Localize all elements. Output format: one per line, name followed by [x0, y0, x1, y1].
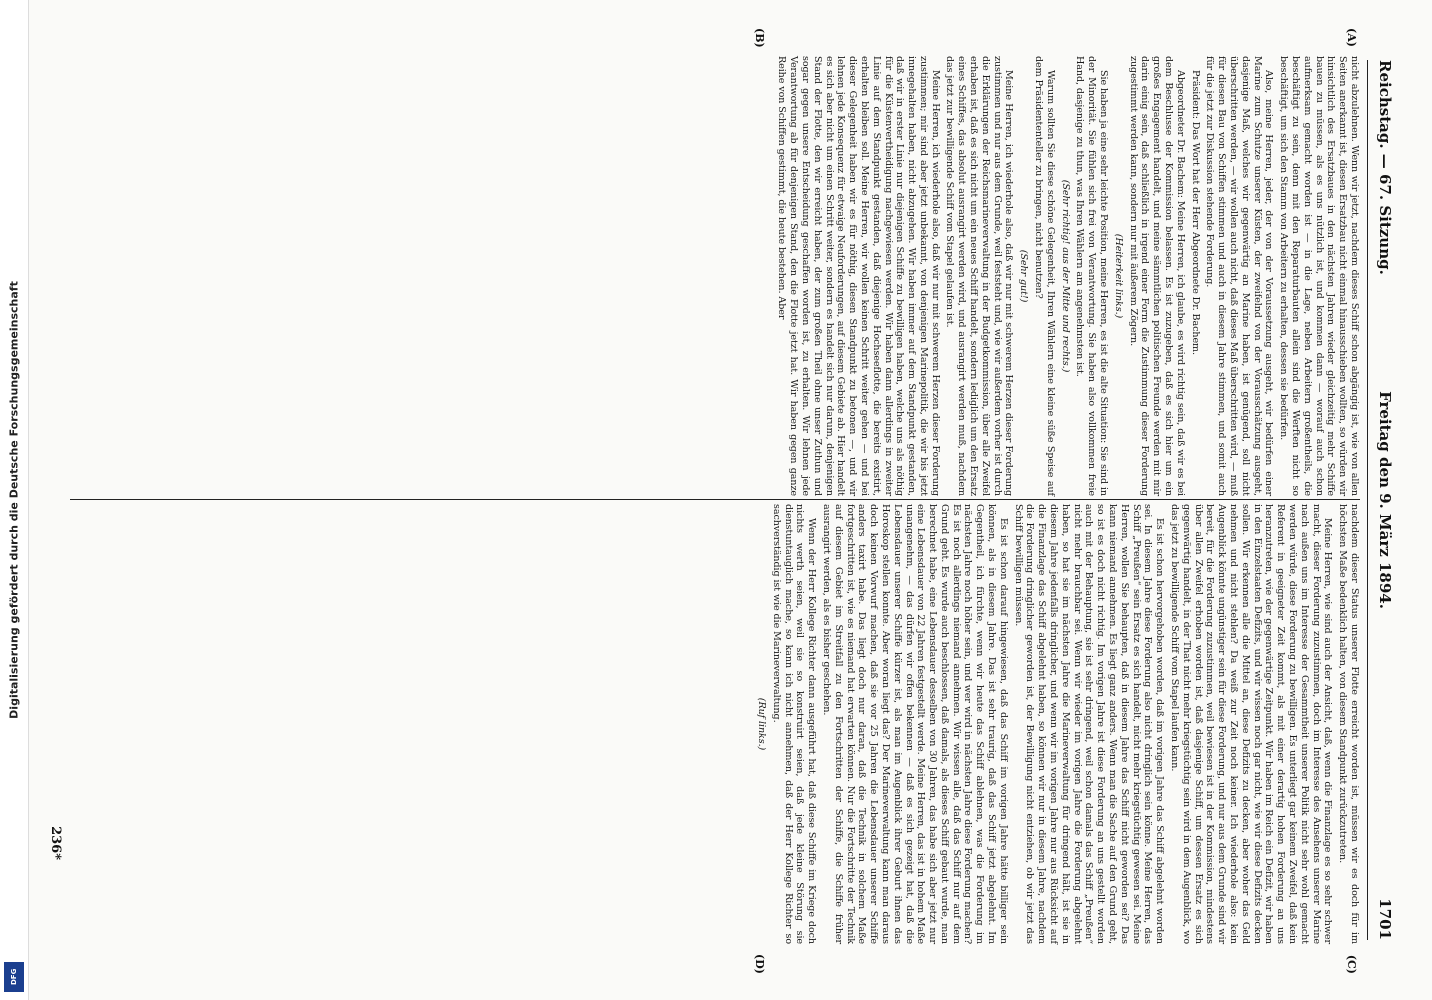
- paragraph: Es ist schon darauf hingewiesen, daß das Schiff im vorigen Jahre hätte billiger sein können, als in diesem Jahre. Das ist sehr traurig, daß das Schiff jetzt abgelehnt. Im Gegentheil, ich fürchte, wenn wir heute das Schiff ablehnen, was die Forderung im nächsten Jahre noch höher sein, und wer wird in nächsten Jahre diese Forderung machen? Es ist noch allerdings niemand annehmen. Wir wissen alle, daß das Schiff nur auf dem Grund geht. Es wurde auch beschlossen, daß damals, als dieses Schiff gebaut wurde, man berechnet habe, eine Lebensdauer desselben von 30 Jahren, das habe sich aber jetzt nur eine Lebensdauer von 22 Jahren festgestellt werde. Meine Herren, das ist in hohem Maße unangenehm, — das dürfen wir offen bekennen — daß es sich gezeigt hat, daß die Lebensdauer unserer Schiffe kürzer ist, als man im Augenblick ihrer Geburt ihnen das Horoskop stellen konnte. Aber woran liegt das? Der Marineverwaltung kann man daraus doch keinen Vorwurf machen, daß sie vor 25 Jahren die Lebensdauer unserer Schiffe anders taxirt habe. Das liegt doch nur daran, daß die Technik in solchem Maße fortgeschritten ist, wie es niemand hat erwarten können. Nur die Fortschritte der Technik auf diesem Gebiet im Streitfall zu den Fortschritten der Schiffe, die Schiffe früher ausrangirt werden, als es bisher geschehen.: [820, 504, 1009, 944]
- interjection: (Sehr gut!): [1018, 249, 1030, 303]
- header-date: Freitag den 9. März 1894.: [1376, 391, 1394, 609]
- interjection: (Heiterkeit links.): [1112, 233, 1124, 319]
- sheet-signature: 236*: [48, 826, 63, 860]
- paragraph: Abgeordneter Dr. Bachem: Meine Herren, ich glaube, es wird richtig sein, daß wir es bei dem Beschlusse der Kommission belassen. Es ist zuzugeben, daß es sich hier um ein großes Engagement handelt, und meine sämmtlichen politischen Freunde werden mit mir darin einig sein, daß schließlich in irgend einer Form die Zustimmung dieser Forderung zugestimmt werden kann, sondern nur mit äußerem Zögern.: [1127, 56, 1186, 496]
- speaker-paragraph: Präsident: Das Wort hat der Herr Abgeordnete Dr. Bachem.: [1189, 70, 1201, 355]
- interjection: (Sehr richtig! aus der Mitte und rechts.): [1059, 179, 1071, 373]
- digitization-sidebar: [0, 0, 29, 1000]
- header-rule: [1367, 60, 1368, 940]
- margin-marker-b: (B): [753, 28, 766, 48]
- paragraph: Meine Herren, ich wiederhole also, daß wir nur mit schwerem Herzen dieser Forderung zustimmen; mir sind aber jetzt unbekannt, von denjenigen Marinepolitik, die wir bis jetzt innegehalten haben, nicht abzugehen. Wir haben immer auf dem Standpunkt gestanden, daß wir in erster Linie nur diejenigen Schiffe zu bewilligen haben, welche uns als nöthig für die Küstenvertheidigung nachgewiesen werden. Wir haben dann allerdings in zweiter Linie auf dem Standpunkt gestanden, daß diejenige Hochseeflotte, die bereits existirt, erhalten bleiben soll. Meine Herren, wir wollen keinen Schritt weiter gehen — und bei dieser Gelegenheit haben wir es für nöthig, diesen Standpunkt zu betonen —, und wir lehnen jede Konsequenz für etwaige Neuforderungen, auf diesem Gebiete ab. Hier handelt es sich aber nicht um einen Schritt weiter, sondern es handelt sich nur darum, denjenigen Stand der Flotte, den wir erreicht haben, der zum großen Theil ohne unser Zuthun und sogar gegen unsere Entscheidung geschaffen worden ist, zu erhalten. Wir lehnen jede Verantwortung ab für denjenigen Stand, den die Flotte jetzt hat. Wir haben gegen ganze Reihe von Schiffen gestimmt, die heute bestehen. Aber: [776, 56, 941, 496]
- left-column: [70, 56, 1360, 496]
- paragraph: nachdem dieser Status unserer Flotte erreicht worden ist, müssen wir es doch für im höchsten Maße bedenklich halten, von diesem Standpunkt zurückzutreten.: [1337, 504, 1360, 944]
- paragraph: Also, meine Herren, jeder, der von der Voraussetzung ausgeht, wir bedürfen einer Marine zum Schutze unserer Küsten, der zweifelnd von der Vorausschätzung ausgeht, dasjenige Maß, welches wir gegenwärtig an Marine haben, ist genügend, soll nicht überschritten werden, — wir wollen auch nicht, daß dieses Maß überschritten wird, — muß für diesen Bau von Schiffen stimmen und auch in diesem Jahre stimmen, und somit auch für die jetzt zur Diskussion stehende Forderung.: [1204, 56, 1275, 496]
- paragraph: nicht abzulehnen. Wenn wir jetzt, nachdem dieses Schiff schon abgängig ist, wie von allen Seiten anerkannt ist, diesen Ersatzbau nicht einmal hinausschieben wollten, so würden wir hinsichtlich des Ersatzbaues in den nächsten Jahren wieder gleichzeitig mehr Schiffe bauen zu müssen, als es uns nützlich ist, und kommen dann — worauf auch schon aufmerksam gemacht worden ist — in die Lage, neben Arbeitern großentheils, die beschäftigt zu sein, denn mit den Reparaturbauten allein sind die Werften nicht so beschäftigt, um sich den Stamm von Arbeitern zu erhalten, dessen sie bedürfen.: [1278, 56, 1360, 496]
- column-divider: [70, 499, 1360, 500]
- right-column: [70, 504, 1360, 944]
- page-header: [1370, 60, 1394, 940]
- paragraph: Meine Herren, ich wiederhole also, daß wir nur mit schwerem Herzen dieser Forderung zustimmen und nur aus dem Grunde, weil feststeht und, wie wir außerdem vorher ist durch die Erklärungen der Reichsmarineverwaltung in der Budgetkommission, über alle Zweifel erhaben ist, daß es sich nicht um ein neues Schiff handelt, sondern lediglich um den Ersatz eines Schiffes, das absolut ausrangirt werden wird, und ausrangirt werden muß, nachdem das jetzt zur bewilligende Schiff vom Stapel gelaufen ist.: [944, 56, 1015, 496]
- margin-marker-d: (D): [753, 954, 766, 974]
- digitization-credit: Digitalisierung gefördert durch die Deutsche Forschungsgemeinschaft: [7, 281, 21, 719]
- rotated-page-content: [26, 20, 1406, 980]
- paragraph: Meine Herren, wie sind auch der Ansicht, daß, wenn die Finanzlage es so sehr schwer macht, dieser Forderung zuzustimmen, doch im Interesse des Ansehens unserer Marine nach außen uns im Interesse der Gesammtheit unserer Politik nicht sehr wohl gemacht werden würde, diese Forderung zu bewilligen. Es unterliegt gar keinem Zweifel, daß kein Referent in geeigneter Zeit kommt, als mit einer derartig hohen Forderung an uns heranzutreten, wie der gegenwärtige Zeitpunkt. Wir haben im Reich ein Defizit, wir haben in den Einzelstaaten Defizits, und wir wissen noch gar nicht, wie wir diese Defizits decken sollen. Wir erkennen alle die Mittel an, diese Defizits zu decken, aber woher das Geld nehmen und nicht stehlen? Da weiß zur Zeit noch keiner. Ich wiederhole also: kein Augenblick könnte ungünstiger sein für diese Forderung, und nur aus dem Grunde sind wir bereit, für die Forderung zuzustimmen, weil bewiesen ist in der Kommission, mindestens über allen Zweifel erhoben worden ist, daß dasjenige Schiff, um dessen Ersatz es sich gegenwärtig handelt, in der That nicht mehr kriegstüchtig sein wird in dem Augenblick, wo das jetzt zu bewilligende Schiff vom Stapel laufen kann.: [1169, 504, 1334, 944]
- paragraph: Es ist schon hervorgehoben worden, daß im vorigen Jahre das Schiff abgelehnt worden sei. In diesem Jahre diese Forderung also nicht dringlich sein könne. Meine Herren, das Schiff „Preußen“ sein Ersatz es sich handelt, nicht mehr kriegstüchtig gewesen sei. Meine Herren, wollen Sie behaupten, daß in diesem Jahre das Schiff nicht geworden sei? Das kann niemand annehmen. Es liegt ganz anders. Wenn man die Sache auf den Grund geht, so ist es doch nicht richtig. Im vorigen Jahre ist diese Forderung an uns gestellt worden auch mit der Behauptung, sie ist sehr dringend, weil schon damals das Schiff „Preußen“ nicht mehr brauchbar sei. Wenn wir wieder im vorigen Jahre die Forderung abgelehnt haben, so hat sie im nächsten Jahre die Marineverwaltung für dringend hält, ist sie in diesem Jahre jedenfalls dringlicher, und wenn wir im vorigen Jahre nur aus Rücksicht auf die Finanzlage das Schiff abgelehnt haben, so können wir nur in diesem Jahre, nachdem die Forderung dringlicher geworden ist, der Bewilligung nicht entziehen, ob wir jetzt das Schiff bewilligen müssen.: [1012, 504, 1166, 944]
- paragraph: Warum sollten Sie diese schöne Gelegenheit, Ihren Wählern eine kleine süße Speise auf dem Präsidententeller zu bringen, nicht benutzen?: [1033, 56, 1056, 496]
- dfg-logo: DFG: [4, 962, 24, 992]
- page-number: 1701: [1376, 898, 1394, 940]
- paragraph: Wenn der Herr Kollege Richter dann ausgeführt hat, daß diese Schiffe im Kriege doch nichts werth seien, weil sie so konstruirt seien, daß jede kleine Störung sie dienstuntauglich mache, so kann ich nicht annehmen, daß der Herr Kollege Richter so sachverständig ist wie die Marineverwaltung.: [770, 504, 818, 944]
- interjection: (Ruf links.): [755, 697, 767, 751]
- margin-marker-c: (C): [1345, 954, 1358, 974]
- margin-marker-a: (A): [1345, 28, 1358, 47]
- paragraph: Sie haben ja eine sehr leichte Position, meine Herren, es ist die alte Situation: Sie sind in der Minorität. Sie fühlen sich frei von Verantwortung. Sie haben also vollkommen freie Hand, dasjenige zu thun, was Ihren Wählern am angenehmsten ist.: [1074, 56, 1110, 496]
- header-session: Reichstag. — 67. Sitzung.: [1376, 60, 1394, 275]
